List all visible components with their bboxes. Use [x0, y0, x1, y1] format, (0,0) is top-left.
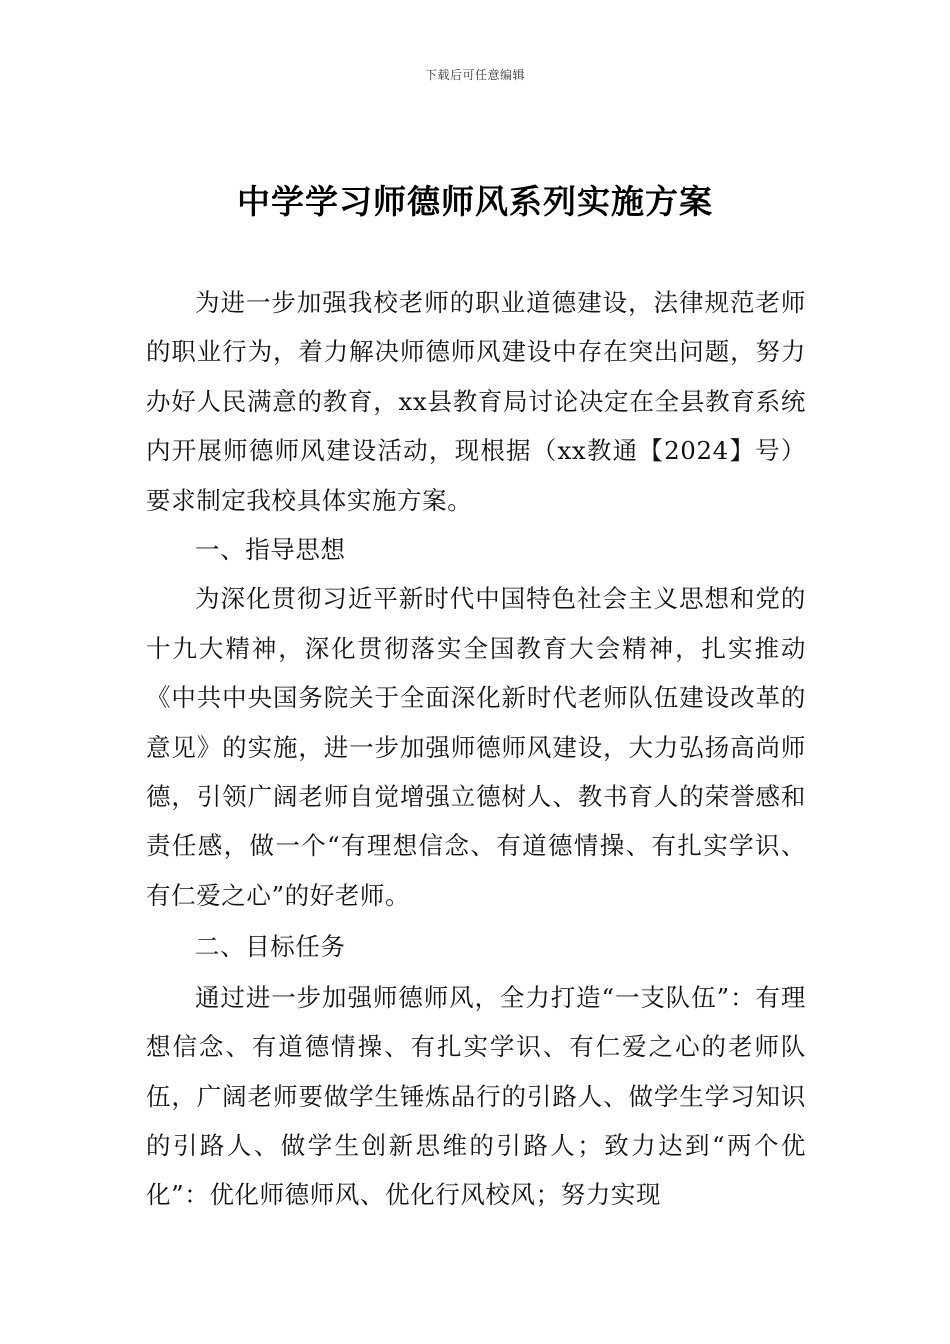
- section-paragraph-goals: 通过进一步加强师德师风，全力打造“一支队伍”：有理想信念、有道德情操、有扎实学识、有仁爱之心的老师队伍，广阔老师要做学生锤炼品行的引路人、做学生学习知识的引路人、做学生创新思维的引路人；致力达到“两个优化”：优化师德师风、优化行风校风；努力实现: [146, 982, 806, 1210]
- section-paragraph-guiding-thought: 为深化贯彻习近平新时代中国特色社会主义思想和党的十九大精神，深化贯彻落实全国教育大会精神，扎实推动《中共中央国务院关于全面深化新时代老师队伍建设改革的意见》的实施，进一步加强师德师风建设，大力弘扬高尚师德，引领广阔老师自觉增强立德树人、教书育人的荣誉感和责任感，做一个“有理想信念、有道德情操、有扎实学识、有仁爱之心”的好老师。: [146, 584, 806, 910]
- page-header-watermark: 下载后可任意编辑: [424, 68, 525, 82]
- document-body: [146, 278, 806, 1220]
- document-title: 中学学习师德师风系列实施方案: [237, 182, 713, 221]
- section-heading-goals: 二、目标任务: [195, 932, 346, 962]
- section-heading-guiding-thought: 一、指导思想: [195, 535, 346, 565]
- intro-paragraph: 为进一步加强我校老师的职业道德建设，法律规范老师的职业行为，着力解决师德师风建设中存在突出问题，努力办好人民满意的教育，xx县教育局讨论决定在全县教育系统内开展师德师风建设活动，现根据（xx教通【2024】号）要求制定我校具体实施方案。: [146, 288, 806, 515]
